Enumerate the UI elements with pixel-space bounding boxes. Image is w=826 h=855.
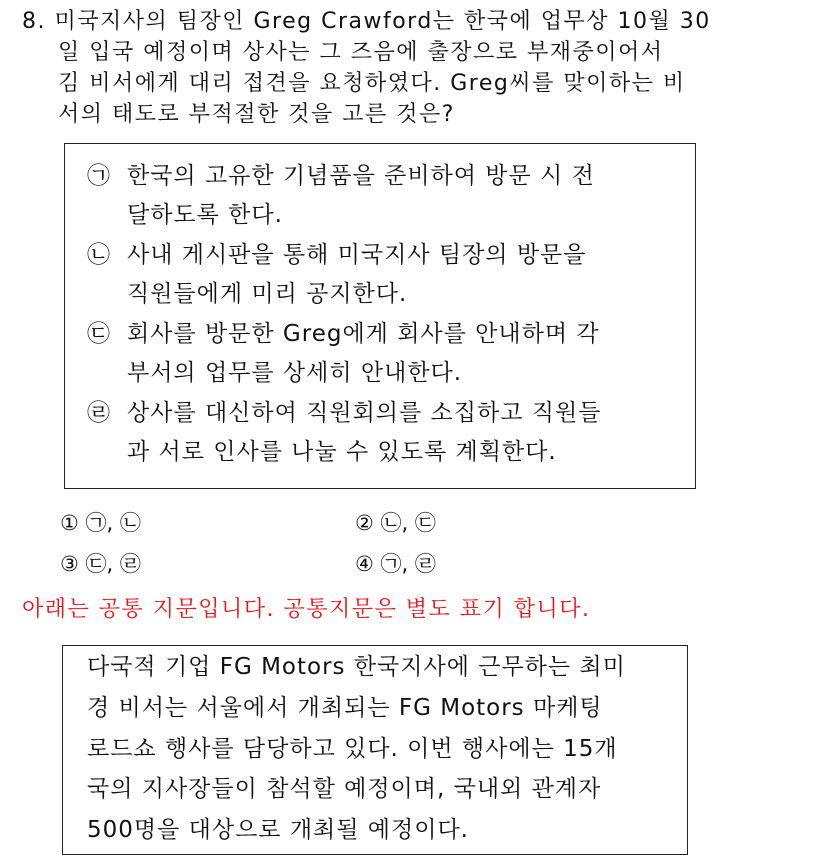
question-line-4: 서의 태도로 부적절한 것을 고른 것은? <box>58 102 455 127</box>
passage-line-1: 다국적 기업 FG Motors 한국지사에 근무하는 최미 <box>87 654 626 680</box>
option-line <box>87 398 601 428</box>
answer-choice-3[interactable]: ③ ㉢, ㉣ <box>60 552 141 576</box>
option-text: 직원들에게 미리 공지한다. <box>127 281 408 307</box>
option-marker: ㉣ <box>87 400 111 426</box>
option-text: 회사를 방문한 Greg에게 회사를 안내하며 각 <box>127 321 600 347</box>
option-text: 부서의 업무를 상세히 안내한다. <box>127 360 463 386</box>
option-marker: ㉢ <box>87 321 111 347</box>
question-line-2: 일 입국 예정이며 상사는 그 즈음에 출장으로 부재중이어서 <box>58 40 664 65</box>
answer-choice-4[interactable]: ④ ㉠, ㉣ <box>355 552 436 576</box>
option-line <box>87 161 595 191</box>
option-line <box>87 319 600 349</box>
passage-line-4: 국의 지사장들이 참석할 예정이며, 국내외 관계자 <box>87 776 602 802</box>
option-text: 사내 게시판을 통해 미국지사 팀장의 방문을 <box>127 242 587 268</box>
option-marker: ㉠ <box>87 163 111 189</box>
option-line <box>127 437 557 467</box>
option-text: 과 서로 인사를 나눌 수 있도록 계획한다. <box>127 439 557 465</box>
options-box <box>64 143 696 489</box>
passage-line-5: 500명을 대상으로 개최될 예정이다. <box>87 817 469 843</box>
answer-choice-2[interactable]: ② ㉡, ㉢ <box>355 511 436 535</box>
question-line-3: 김 비서에게 대리 접견을 요청하였다. Greg씨를 맞이하는 비 <box>58 71 686 96</box>
option-line <box>127 279 407 309</box>
common-passage-notice: 아래는 공통 지문입니다. 공통지문은 별도 표기 합니다. <box>22 597 591 622</box>
question-line-1: 8. 미국지사의 팀장인 Greg Crawford는 한국에 업무상 10월 30 <box>22 9 711 34</box>
passage-line-3: 로드쇼 행사를 담당하고 있다. 이번 행사에는 15개 <box>87 736 618 762</box>
option-text: 한국의 고유한 기념품을 준비하여 방문 시 전 <box>127 163 595 189</box>
option-line <box>127 200 283 230</box>
passage-box <box>62 645 688 855</box>
passage-line-2: 경 비서는 서울에서 개최되는 FG Motors 마케팅 <box>87 695 603 721</box>
option-text: 달하도록 한다. <box>127 202 283 228</box>
option-marker: ㉡ <box>87 242 111 268</box>
option-text: 상사를 대신하여 직원회의를 소집하고 직원들 <box>127 400 602 426</box>
answer-choice-1[interactable]: ① ㉠, ㉡ <box>60 511 141 535</box>
option-line <box>87 240 586 270</box>
option-line <box>127 358 462 388</box>
